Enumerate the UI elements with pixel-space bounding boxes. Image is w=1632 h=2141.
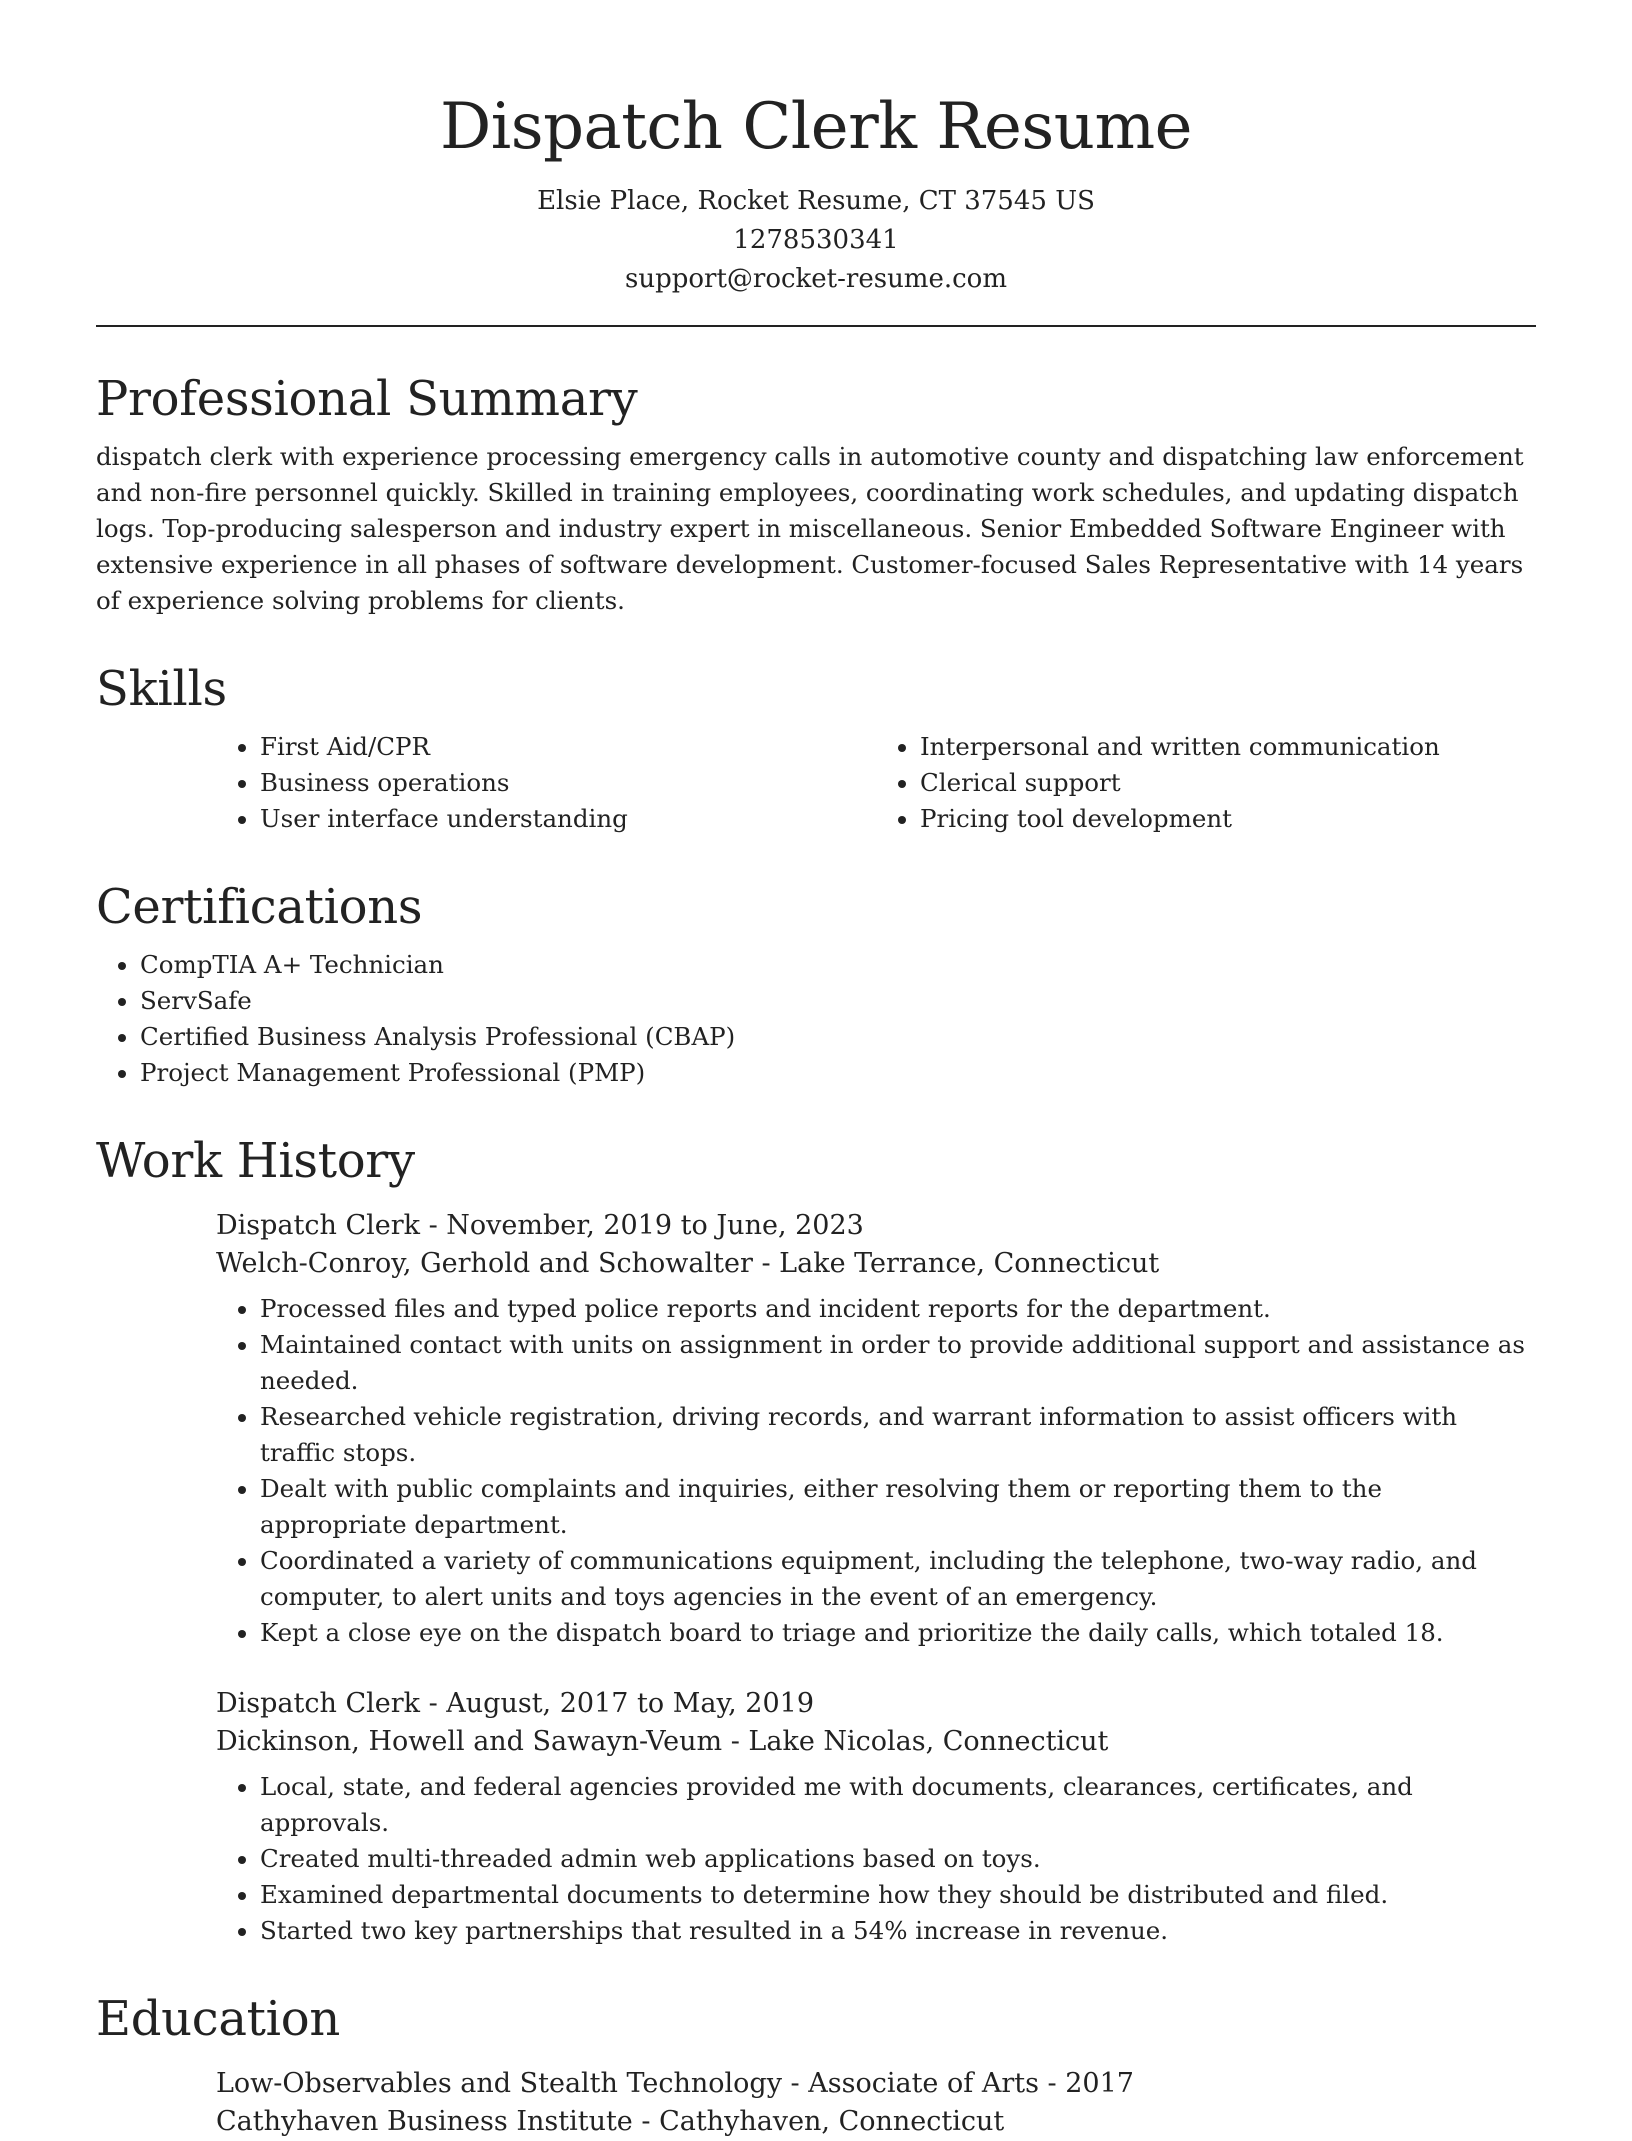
certifications-list xyxy=(96,947,1536,1091)
education-org-line: Cathyhaven Business Institute - Cathyhaven, Connecticut xyxy=(216,2106,1005,2137)
summary-section xyxy=(96,367,1536,619)
job-bullet: • Kept a close eye on the dispatch board to triage and prioritize the daily calls, which totaled 18. xyxy=(260,1615,1536,1651)
skills-grid xyxy=(216,721,1536,837)
skills-section xyxy=(96,657,1536,837)
education-section xyxy=(96,1987,1536,2141)
summary-text: dispatch clerk with experience processing emergency calls in automotive county and dispatching law enforcement and non-fire personnel quickly. Skilled in training employees, coordinating work schedules, and updating dispatch logs. Top-producing salesperson and industry expert in miscellaneous. Senior Embedded Software Engineer with extensive experience in all phases of software development. Customer-focused Sales Representative with 14 years of experience solving problems for clients. xyxy=(96,442,1524,615)
job-bullet: • Local, state, and federal agencies provided me with documents, clearances, certificates, and approvals. xyxy=(260,1769,1536,1841)
certifications-section xyxy=(96,875,1536,1091)
certification-item: • ServSafe xyxy=(140,983,1536,1019)
resume-page xyxy=(96,0,1536,2141)
job-org-line: Welch-Conroy, Gerhold and Schowalter - Lake Terrance, Connecticut xyxy=(216,1248,1160,1279)
education-entry xyxy=(216,2065,1536,2141)
contact-phone: 1278530341 xyxy=(733,225,899,255)
job-bullet: • Coordinated a variety of communications equipment, including the telephone, two-way radio, and computer, to alert units and toys agencies in the event of an emergency. xyxy=(260,1543,1536,1615)
job-bullet: • Dealt with public complaints and inquiries, either resolving them or reporting them to the appropriate department. xyxy=(260,1471,1536,1543)
job-bullets xyxy=(216,1769,1536,1949)
job-entry xyxy=(216,1207,1536,1651)
job-bullet: • Examined departmental documents to determine how they should be distributed and filed. xyxy=(260,1877,1536,1913)
job-title-line: Dispatch Clerk - November, 2019 to June, 2023 xyxy=(216,1210,864,1241)
job-entry xyxy=(216,1685,1536,1949)
contact-block xyxy=(96,182,1536,299)
resume-header xyxy=(96,0,1536,299)
skill-item: • First Aid/CPR xyxy=(260,729,876,765)
skills-heading: Skills xyxy=(96,661,227,717)
job-org-line: Dickinson, Howell and Sawayn-Veum - Lake Nicolas, Connecticut xyxy=(216,1726,1109,1757)
skill-item: • Interpersonal and written communication xyxy=(920,729,1536,765)
job-bullet: • Processed files and typed police reports and incident reports for the department. xyxy=(260,1291,1536,1327)
skill-item: • Clerical support xyxy=(920,765,1536,801)
job-bullet: • Researched vehicle registration, driving records, and warrant information to assist officers with traffic stops. xyxy=(260,1399,1536,1471)
education-title-line: Low-Observables and Stealth Technology - Associate of Arts - 2017 xyxy=(216,2068,1134,2099)
skill-item: • User interface understanding xyxy=(260,801,876,837)
summary-heading: Professional Summary xyxy=(96,371,638,427)
skill-item: • Pricing tool development xyxy=(920,801,1536,837)
job-bullet: • Started two key partnerships that resulted in a 54% increase in revenue. xyxy=(260,1913,1536,1949)
skills-list-right xyxy=(876,729,1536,837)
certification-item: • Certified Business Analysis Professional (CBAP) xyxy=(140,1019,1536,1055)
job-bullets xyxy=(216,1291,1536,1651)
education-heading: Education xyxy=(96,1991,340,2047)
work-section xyxy=(96,1129,1536,1949)
certifications-heading: Certifications xyxy=(96,879,423,935)
skills-list-left xyxy=(216,729,876,837)
certification-item: • Project Management Professional (PMP) xyxy=(140,1055,1536,1091)
job-title-line: Dispatch Clerk - August, 2017 to May, 2019 xyxy=(216,1688,814,1719)
header-divider xyxy=(96,325,1536,327)
job-bullet: • Created multi-threaded admin web applications based on toys. xyxy=(260,1841,1536,1877)
skill-item: • Business operations xyxy=(260,765,876,801)
resume-title: Dispatch Clerk Resume xyxy=(439,90,1193,164)
contact-address: Elsie Place, Rocket Resume, CT 37545 US xyxy=(537,186,1095,216)
job-bullet: • Maintained contact with units on assignment in order to provide additional support and assistance as needed. xyxy=(260,1327,1536,1399)
work-heading: Work History xyxy=(96,1133,415,1189)
contact-email: support@rocket-resume.com xyxy=(624,264,1007,294)
certification-item: • CompTIA A+ Technician xyxy=(140,947,1536,983)
